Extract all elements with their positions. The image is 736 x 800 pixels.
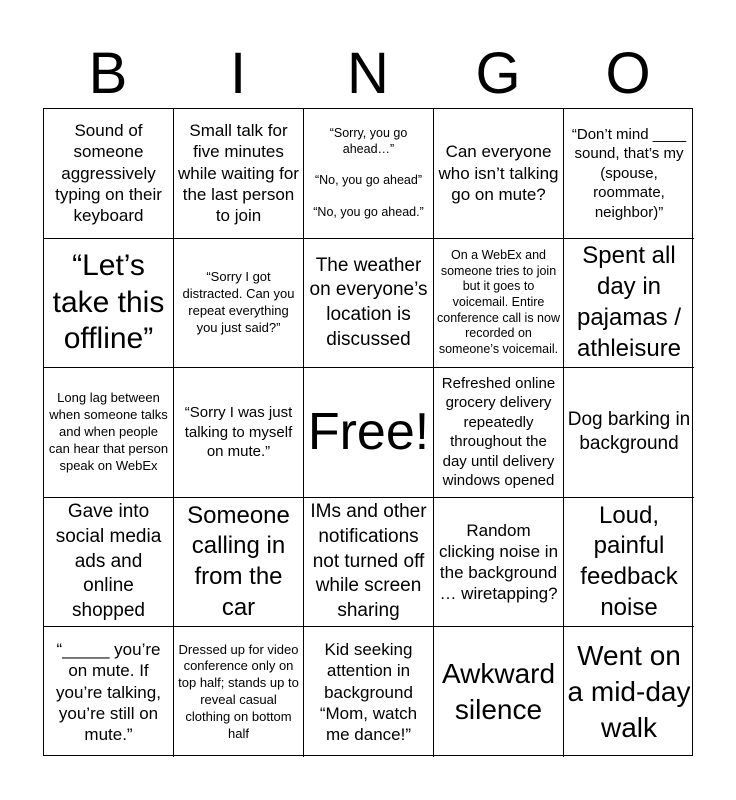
cell-text: IMs and other notifications not turned off while screen sharing <box>310 501 427 622</box>
cell-text: Refreshed online grocery delivery repeatedly throughout the day until delivery windows opened <box>441 374 556 490</box>
bingo-cell[interactable] <box>304 498 434 628</box>
bingo-cell[interactable] <box>44 498 174 628</box>
cell-text: Random clicking noise in the background … wiretapping? <box>438 520 559 604</box>
bingo-cell[interactable] <box>564 368 694 498</box>
cell-text: “Sorry, you go ahead…” “No, you go ahead” “No, you go ahead.” <box>313 126 424 219</box>
free-space-text: Free! <box>307 403 430 462</box>
cell-text: “_____ you’re on mute. If you’re talking, you’re still on mute.” <box>56 640 161 745</box>
cell-text: Went on a mid-day walk <box>567 639 691 744</box>
header-letter-o: O <box>605 41 651 106</box>
cell-text: Sound of someone aggressively typing on their keyboard <box>55 121 162 226</box>
cell-text: “Don’t mind ____ sound, that’s my (spouse, roommate, neighbor)” <box>571 125 687 221</box>
bingo-cell[interactable] <box>434 498 564 628</box>
cell-text: “Sorry I was just talking to myself on mute.” <box>184 404 293 461</box>
bingo-cell[interactable] <box>174 239 304 369</box>
cell-text: The weather on everyone’s location is discussed <box>309 254 428 350</box>
cell-text: Long lag between when someone talks and when people can hear that person speak on WebEx <box>48 390 169 473</box>
bingo-card-grid <box>43 108 693 756</box>
bingo-cell[interactable] <box>174 627 304 757</box>
bingo-cell[interactable] <box>564 627 694 757</box>
bingo-cell[interactable] <box>434 368 564 498</box>
bingo-cell[interactable] <box>44 627 174 757</box>
cell-text: Awkward silence <box>441 657 556 726</box>
cell-text: Can everyone who isn’t talking go on mute? <box>438 142 559 204</box>
cell-text: Gave into social media ads and online shopped <box>55 501 162 622</box>
bingo-cell[interactable] <box>174 368 304 498</box>
cell-text: Dressed up for video conference only on top half; stands up to reveal casual clothing on bottom half <box>178 641 299 741</box>
header-letter-g: G <box>475 41 521 106</box>
bingo-cell[interactable] <box>304 109 434 239</box>
cell-text: “Sorry I got distracted. Can you repeat everything you just said?” <box>182 269 295 335</box>
bingo-cell[interactable] <box>434 627 564 757</box>
bingo-cell[interactable] <box>44 239 174 369</box>
bingo-cell[interactable] <box>434 239 564 369</box>
bingo-cell[interactable] <box>304 627 434 757</box>
bingo-cell[interactable] <box>304 239 434 369</box>
bingo-cell[interactable] <box>564 239 694 369</box>
bingo-cell[interactable] <box>434 109 564 239</box>
header-letter-i: I <box>229 41 247 106</box>
cell-text: Small talk for five minutes while waiting for the last person to join <box>178 121 299 226</box>
cell-text: Someone calling in from the car <box>187 501 290 621</box>
cell-text: Loud, painful feedback noise <box>580 501 678 621</box>
header-letter-n: N <box>347 41 389 106</box>
bingo-cell[interactable] <box>564 109 694 239</box>
bingo-cell[interactable] <box>564 498 694 628</box>
bingo-cell[interactable] <box>174 109 304 239</box>
cell-text: Kid seeking attention in background “Mom, watch me dance!” <box>319 640 418 745</box>
cell-text: “Let’s take this offline” <box>52 249 165 356</box>
bingo-header <box>43 40 693 108</box>
bingo-cell[interactable] <box>44 109 174 239</box>
cell-text: Dog barking in background <box>567 408 691 455</box>
header-letter-b: B <box>88 41 128 106</box>
cell-text: On a WebEx and someone tries to join but it goes to voicemail. Entire conference call is now recorded on someone’s voicemail. <box>437 248 560 356</box>
cell-text: Spent all day in pajamas / athleisure <box>576 242 682 362</box>
bingo-cell[interactable] <box>174 498 304 628</box>
bingo-cell free-space[interactable] <box>304 368 434 498</box>
bingo-cell[interactable] <box>44 368 174 498</box>
